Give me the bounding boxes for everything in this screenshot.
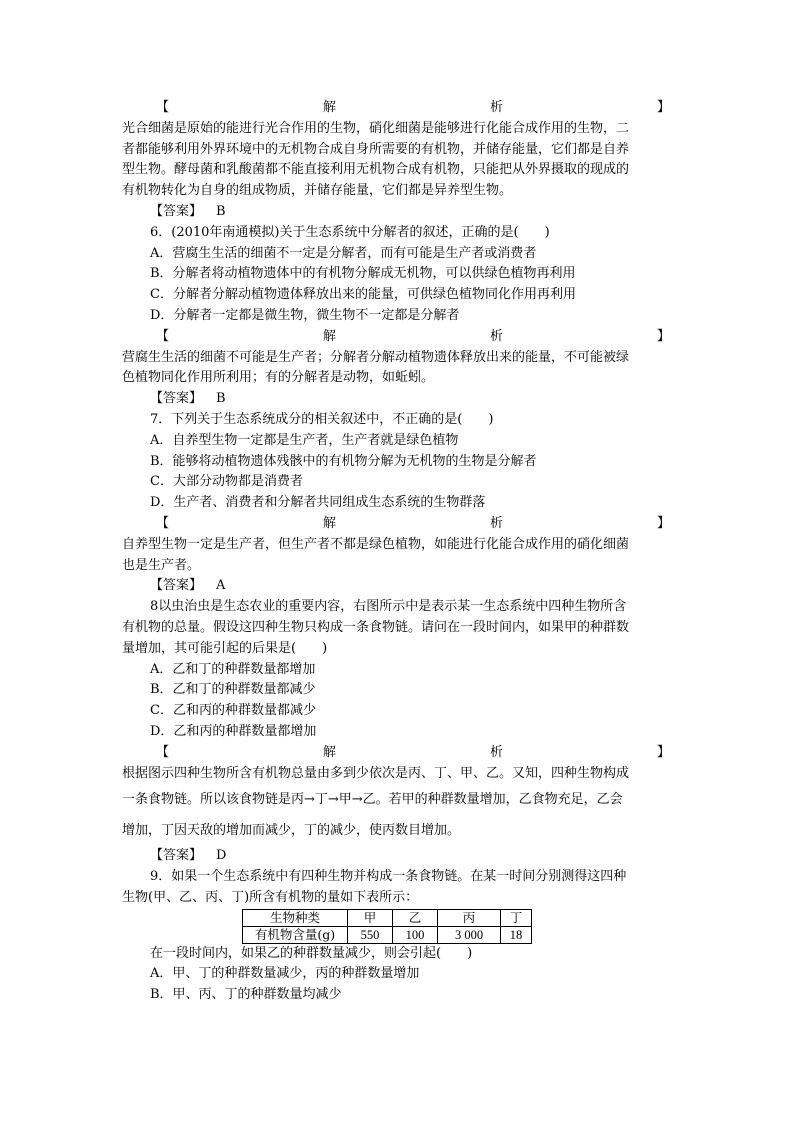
table-row	[243, 926, 532, 943]
bracket-close: 】	[656, 328, 670, 344]
question-stem: 7．下列关于生态系统成分的相关叙述中，不正确的是( )	[150, 411, 494, 427]
analysis-char-jie: 解	[322, 515, 336, 531]
table-cell: 18	[501, 926, 532, 943]
analysis-text: 一条食物链。所以该食物链是丙→丁→甲→乙。若甲的种群数量增加，乙食物充足，乙会	[122, 792, 623, 808]
option-b: B．能够将动植物遗体残骸中的有机物分解为无机物的生物是分解者	[150, 453, 537, 469]
analysis-heading	[122, 743, 670, 764]
option-d: D．乙和丙的种群数量都增加	[150, 723, 317, 739]
answer-line	[122, 846, 670, 867]
bracket-open: 【	[156, 328, 170, 344]
organic-matter-table	[242, 909, 532, 944]
answer-value: D	[216, 848, 227, 864]
table-header-cell: 丁	[501, 909, 532, 926]
table-header-cell: 乙	[393, 909, 438, 926]
analysis-char-xi: 析	[489, 515, 503, 531]
table-header-cell: 甲	[348, 909, 393, 926]
bracket-open: 【	[156, 744, 170, 760]
table-cell: 3 000	[438, 926, 501, 943]
bracket-open: 【	[156, 100, 170, 115]
analysis-text: 也是生产者。	[122, 557, 201, 573]
table-cell: 有机物含量(g)	[243, 926, 348, 943]
option-b: B．甲、丙、丁的种群数量均减少	[150, 987, 342, 1003]
answer-line	[122, 389, 670, 410]
option-a: A．乙和丁的种群数量都增加	[150, 661, 316, 677]
analysis-text: 根据图示四种生物所含有机物总量由多到少依次是丙、丁、甲、乙。又知，四种生物构成	[122, 765, 630, 781]
option-a: A．甲、丁的种群数量减少，丙的种群数量增加	[150, 966, 420, 982]
question-stem-cont: 生物(甲、乙、丙、丁)所含有机物的量如下表所示：	[122, 889, 419, 905]
answer-label: 【答案】	[150, 848, 203, 864]
analysis-text: 营腐生生活的细菌不可能是生产者；分解者分解动植物遗体释放出来的能量，不可能被绿	[122, 349, 630, 365]
table-header-cell: 生物种类	[243, 909, 348, 926]
option-b: B．分解者将动植物遗体中的有机物分解成无机物，可以供绿色植物再利用	[150, 266, 576, 282]
analysis-text: 者都能够利用外界环境中的无机物合成自身所需要的有机物，并储存能量，它们都是自养	[122, 141, 630, 157]
analysis-text: 光合细菌是原始的能进行光合作用的生物，硝化细菌是能够进行化能合成作用的生物，二	[122, 120, 630, 136]
analysis-char-jie: 解	[322, 100, 336, 115]
option-d: D．生产者、消费者和分解者共同组成生态系统的生物群落	[150, 495, 486, 511]
analysis-char-jie: 解	[322, 744, 336, 760]
option-c: C．大部分动物都是消费者	[150, 474, 303, 490]
answer-value: B	[216, 203, 226, 219]
option-a: A．自养型生物一定都是生产者，生产者就是绿色植物	[150, 432, 459, 448]
answer-value: A	[216, 578, 226, 594]
document-page	[122, 98, 670, 1006]
table-header-cell: 丙	[438, 909, 501, 926]
option-c: C．分解者分解动植物遗体释放出来的能量，可供绿色植物同化作用再利用	[150, 287, 576, 303]
bracket-open: 【	[156, 515, 170, 531]
question-stem: 9．如果一个生态系统中有四种生物并构成一条食物链。在某一时间分别测得这四种	[150, 869, 627, 885]
analysis-char-xi: 析	[489, 328, 503, 344]
analysis-char-xi: 析	[489, 744, 503, 760]
analysis-text: 有机物转化为自身的组成物质，并储存能量，它们都是异养型生物。	[122, 183, 513, 199]
analysis-text: 色植物同化作用所利用；有的分解者是动物，如蚯蚓。	[122, 370, 435, 386]
option-d: D．分解者一定都是微生物，微生物不一定都是分解者	[150, 307, 460, 323]
answer-value: B	[216, 391, 226, 407]
answer-line	[122, 202, 670, 223]
analysis-heading	[122, 327, 670, 348]
answer-label: 【答案】	[150, 203, 203, 219]
answer-label: 【答案】	[150, 578, 203, 594]
analysis-text: 自养型生物一定是生产者，但生产者不都是绿色植物，如能进行化能合成作用的硝化细菌	[122, 536, 630, 552]
table-cell: 100	[393, 926, 438, 943]
option-c: C．乙和丙的种群数量都减少	[150, 703, 316, 719]
answer-line	[122, 576, 670, 597]
bracket-close: 】	[656, 100, 670, 115]
bracket-close: 】	[656, 744, 670, 760]
question-stem-cont: 量增加，其可能引起的后果是( )	[122, 640, 328, 656]
option-b: B．乙和丁的种群数量都减少	[150, 682, 316, 698]
question-stem-cont: 有机物的总量。假设这四种生物只构成一条食物链。请问在一段时间内，如果甲的种群数	[122, 619, 630, 635]
option-a: A．营腐生生活的细菌不一定是分解者，而有可能是生产者或消费者	[150, 245, 537, 261]
question-stem: 8以虫治虫是生态农业的重要内容，右图所示中是表示某一生态系统中四种生物所含	[150, 599, 627, 615]
bracket-close: 】	[656, 515, 670, 531]
question-stem: 6．(2010年南通模拟)关于生态系统中分解者的叙述，正确的是( )	[150, 224, 550, 240]
analysis-char-jie: 解	[322, 328, 336, 344]
analysis-heading	[122, 98, 670, 119]
analysis-heading	[122, 514, 670, 535]
analysis-text: 型生物。酵母菌和乳酸菌都不能直接利用无机物合成有机物，只能把从外界摄取的现成的	[122, 162, 630, 178]
analysis-char-xi: 析	[489, 100, 503, 115]
table-cell: 550	[348, 926, 393, 943]
analysis-text: 增加，丁因天敌的增加而减少，丁的减少，使丙数目增加。	[122, 823, 461, 839]
table-header-row	[243, 909, 532, 926]
question-prompt: 在一段时间内，如果乙的种群数量减少，则会引起( )	[150, 945, 473, 961]
answer-label: 【答案】	[150, 391, 203, 407]
